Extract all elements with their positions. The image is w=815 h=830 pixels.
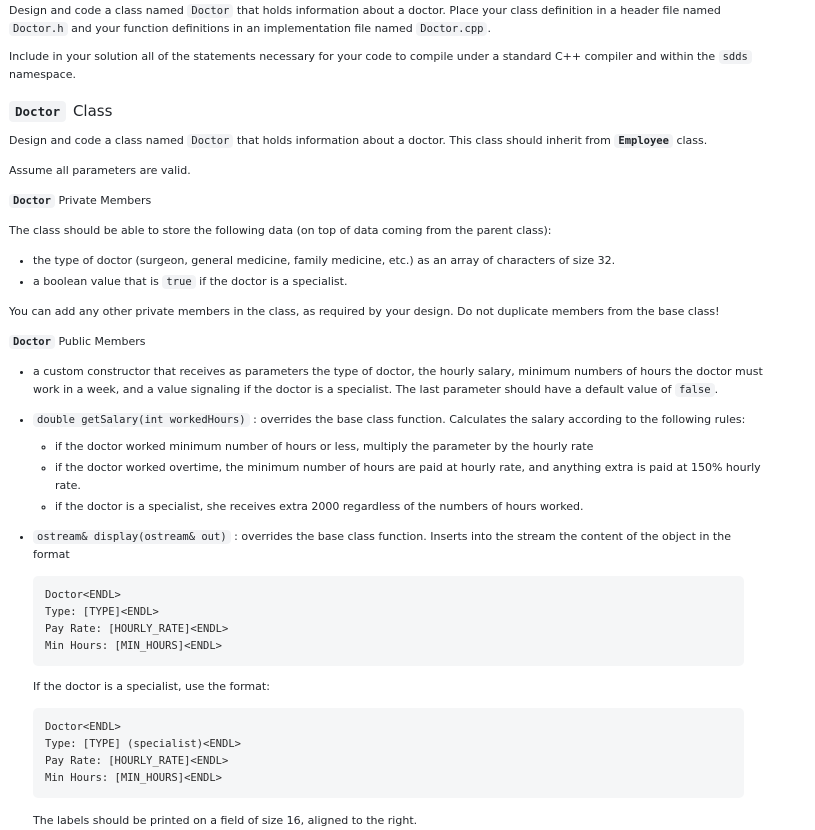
intro-paragraph: Design and code a class named Doctor that holds information about a doctor. Place your class definition in a header file named Doctor.h and your function definitions in an implementation file named Doctor.cpp . [9, 4, 721, 35]
list-item: ◦ if the doctor is a specialist, she receives extra 2000 regardless of the numbers of hours worked. [55, 498, 768, 516]
class-name-code: Doctor [187, 134, 233, 148]
list-item-display: • ostream& display(ostream& out) : overrides the base class function. Inserts into the stream the content of the object in the format Doctor<ENDL> Type: [TYPE]<ENDL> Pay Rate: [HOURLY_RATE]<ENDL> Min Hours: [MIN_HOURS]<ENDL> If the doctor is a specialist, use the format: Doctor<ENDL> Type: [TYPE] (specialist)<ENDL> Pay Rate: [HOURLY_RATE]<ENDL> Min Hours: [MIN_HOURS]<ENDL> The labels should be printed on a field of size 16, aligned to the right. [33, 528, 768, 830]
impl-file-code: Doctor.cpp [416, 22, 487, 36]
namespace-paragraph: Include in your solution all of the statements necessary for your code to compile under a standard C++ compiler and within the sdds namespace. [9, 48, 768, 84]
section-heading-code: Doctor [9, 101, 66, 122]
section-heading [9, 99, 768, 124]
public-heading-code: Doctor [9, 335, 55, 349]
public-members-list [9, 363, 768, 830]
section-description: Design and code a class named Doctor that holds information about a doctor. This class should inherit from Employee class. [9, 134, 708, 147]
private-heading-code: Doctor [9, 194, 55, 208]
list-item: • a boolean value that is true if the doctor is a specialist. [33, 273, 768, 291]
list-item: ◦ if the doctor worked overtime, the minimum number of hours are paid at hourly rate, and anything extra is paid at 150% hourly rate. [55, 459, 768, 495]
display-code: ostream& display(ostream& out) [33, 530, 231, 544]
true-code: true [162, 275, 195, 289]
base-class-code: Employee [614, 134, 673, 148]
list-item: ◦ if the doctor worked minimum number of hours or less, multiply the parameter by the hourly rate [55, 438, 768, 456]
format-code-block: Doctor<ENDL> Type: [TYPE]<ENDL> Pay Rate: [HOURLY_RATE]<ENDL> Min Hours: [MIN_HOURS]<ENDL> [33, 576, 744, 666]
list-item: • the type of doctor (surgeon, general medicine, family medicine, etc.) as an array of characters of size 32. [33, 252, 768, 270]
specialist-format-code-block: Doctor<ENDL> Type: [TYPE] (specialist)<ENDL> Pay Rate: [HOURLY_RATE]<ENDL> Min Hours: [MIN_HOURS]<ENDL> [33, 708, 744, 798]
specialist-intro: If the doctor is a specialist, use the format: [33, 680, 270, 693]
labels-note: The labels should be printed on a field of size 16, aligned to the right. [33, 814, 418, 827]
false-code: false [675, 383, 715, 397]
private-members-note: You can add any other private members in the class, as required by your design. Do not duplicate members from the base class! [9, 305, 720, 318]
public-members-heading: Doctor Public Members [9, 333, 768, 351]
salary-rules-list [33, 438, 768, 516]
class-name-code: Doctor [187, 4, 233, 18]
list-item-constructor: • a custom constructor that receives as parameters the type of doctor, the hourly salary, minimum numbers of hours the doctor must work in a week, and a value signaling if the doctor is a specialist. The last parameter should have a default value of false . [33, 363, 768, 399]
assumption-paragraph: Assume all parameters are valid. [9, 164, 191, 177]
private-members-heading: Doctor Private Members [9, 192, 768, 210]
list-item-get-salary: • double getSalary(int workedHours) : overrides the base class function. Calculates the salary according to the following rules: ◦ if the doctor worked minimum number of hours or less, multiply the parameter by the hourly rate ◦ if the doctor worked overtime, the minimum number of hours are paid at hourly rate, and anything extra is paid at 150% hourly rate. ◦ if the doctor is a specialist, she receives extra 2000 regardless of the numbers of hours worked. [33, 411, 768, 516]
section-heading-text: Class [72, 102, 113, 120]
private-members-list [9, 252, 768, 291]
private-members-intro: The class should be able to store the following data (on top of data coming from the parent class): [9, 224, 552, 237]
get-salary-code: double getSalary(int workedHours) [33, 413, 250, 427]
header-file-code: Doctor.h [9, 22, 68, 36]
namespace-code: sdds [719, 50, 752, 64]
